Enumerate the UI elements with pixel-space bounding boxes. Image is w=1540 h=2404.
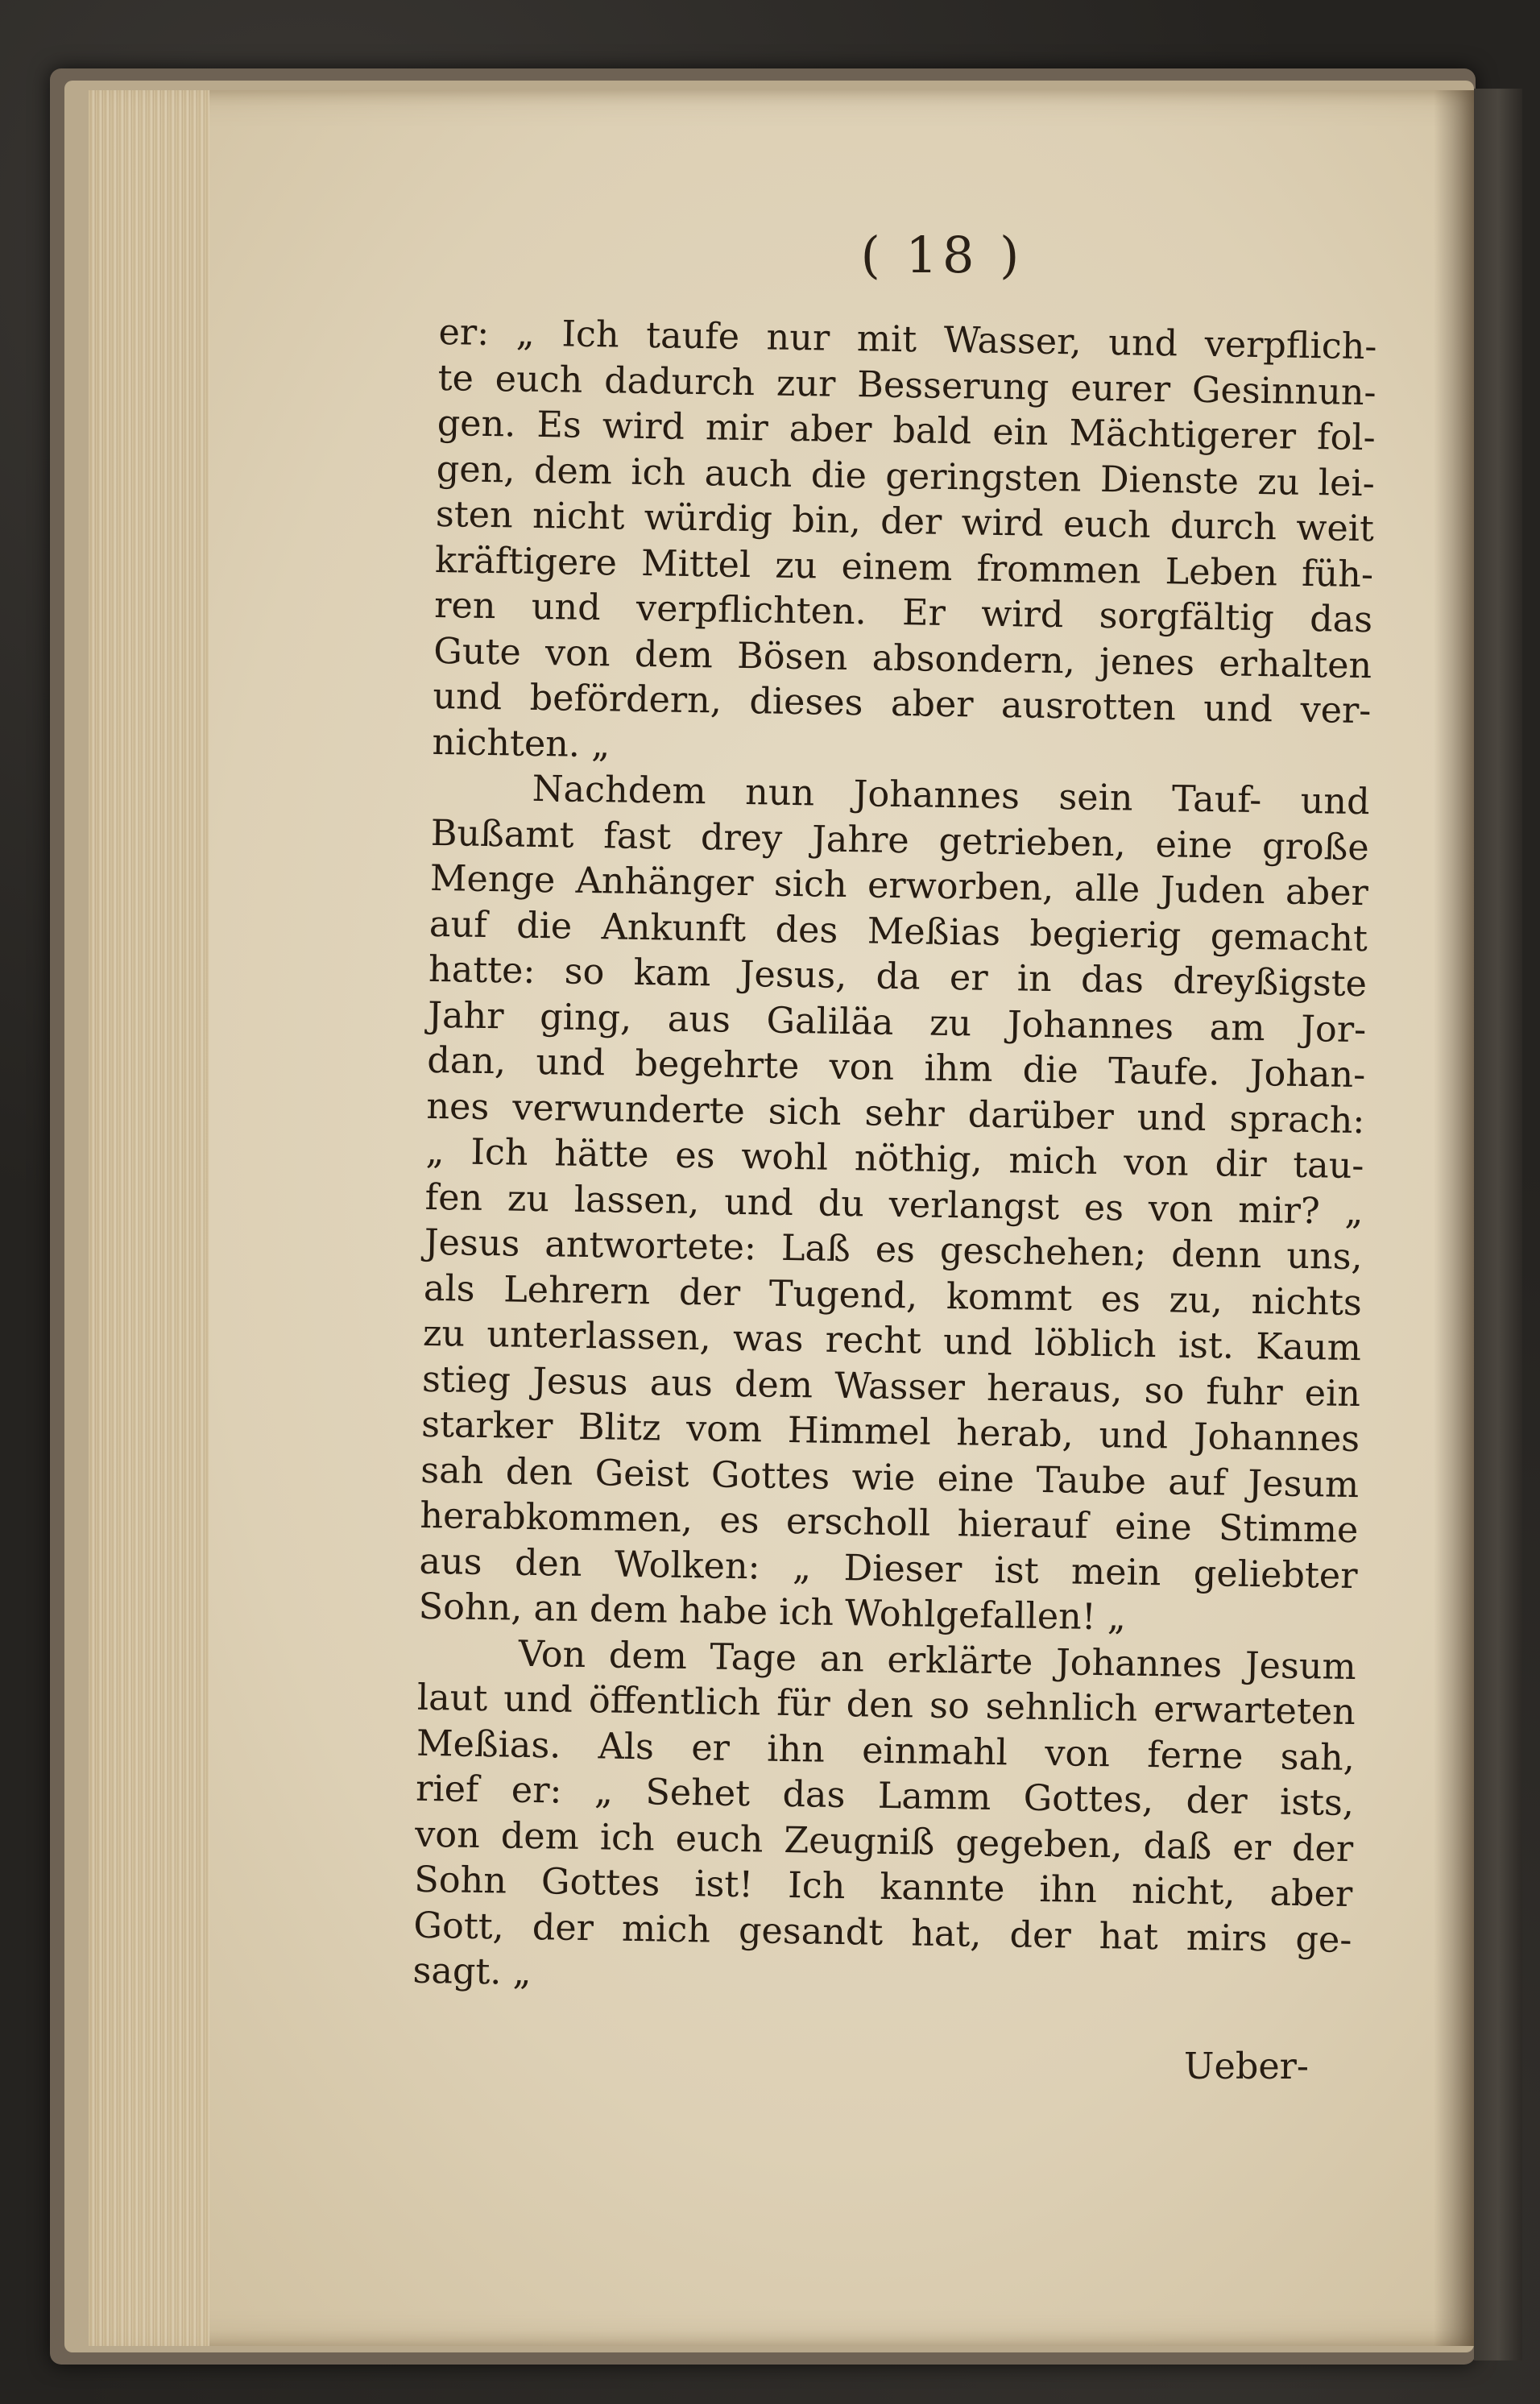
text-line: Nachdem nun Johannes sein Tauf- und xyxy=(532,768,1370,823)
text-line: nichten. „ xyxy=(432,721,611,765)
text-line: Jahr ging, aus Galiläa zu Johannes am Jor- xyxy=(427,994,1367,1051)
text-line: als Lehrern der Tugend, kommt es zu, nichts xyxy=(423,1267,1363,1324)
text-line: „ Ich hätte es wohl nöthig, mich von dir tau- xyxy=(425,1130,1364,1187)
text-line: Gott, der mich gesandt hat, der hat mirs ge- xyxy=(413,1905,1352,1961)
text-line: fen zu lassen, und du verlangst es von mir? „ xyxy=(424,1176,1364,1233)
text-line: von dem ich euch Zeugniß gegeben, daß er der xyxy=(414,1813,1354,1870)
text-line: Sohn Gottes ist! Ich kannte ihn nicht, aber xyxy=(413,1859,1353,1916)
text-line: Bußamt fast drey Jahre getrieben, eine große xyxy=(430,812,1370,868)
text-line: sah den Geist Gottes wie eine Taube auf Jesum xyxy=(420,1449,1360,1506)
text-line: hatte: so kam Jesus, da er in das dreyßigste xyxy=(428,948,1368,1005)
text-line: herabkommen, es erscholl hierauf eine Stimme xyxy=(420,1494,1359,1552)
text-line: dan, und begehrte von ihm die Taufe. Johan- xyxy=(426,1039,1366,1096)
page-number: ( 18 ) xyxy=(860,226,1025,284)
page-edges xyxy=(89,90,209,2346)
text-line: Gute von dem Bösen absondern, jenes erhalten xyxy=(433,630,1372,686)
facing-page-edge xyxy=(1474,89,1522,2360)
text-line: te euch dadurch zur Besserung eurer Gesinnun- xyxy=(437,357,1376,413)
text-line: Sohn, an dem habe ich Wohlgefallen! „ xyxy=(418,1585,1127,1639)
text-line: sagt. „ xyxy=(412,1950,532,1994)
text-line: gen, dem ich auch die geringsten Dienste zu lei- xyxy=(436,448,1376,504)
text-line: starker Blitz vom Himmel herab, und Johannes xyxy=(420,1403,1360,1461)
text-line: auf die Ankunft des Meßias begierig gemacht xyxy=(428,903,1368,960)
text-line: kräftigere Mittel zu einem frommen Leben füh- xyxy=(434,539,1374,595)
text-line: Von dem Tage an erklärte Johannes Jesum xyxy=(518,1633,1357,1688)
text-line: Jesus antwortete: Laß es geschehen; denn uns, xyxy=(424,1221,1364,1279)
text-line: er: „ Ich taufe nur mit Wasser, und verpflich- xyxy=(438,311,1377,368)
text-line: zu unterlassen, was recht und löblich ist. Kaum xyxy=(422,1312,1362,1370)
text-line: rief er: „ Sehet das Lamm Gottes, der ists, xyxy=(415,1768,1355,1825)
catchword: Ueber- xyxy=(1184,2046,1309,2087)
text-line: Menge Anhänger sich erworben, alle Juden aber xyxy=(429,857,1369,914)
text-line: sten nicht würdig bin, der wird euch durch weit xyxy=(435,493,1375,550)
text-line: laut und öffentlich für den so sehnlich erwarteten xyxy=(416,1677,1356,1734)
text-line: Meßias. Als er ihn einmahl von ferne sah, xyxy=(416,1722,1356,1779)
text-line: und befördern, dieses aber ausrotten und ver- xyxy=(433,675,1372,732)
text-line: aus den Wolken: „ Dieser ist mein geliebter xyxy=(419,1540,1358,1597)
body-text xyxy=(412,310,1377,2009)
text-line: gen. Es wird mir aber bald ein Mächtigerer fol- xyxy=(437,402,1376,459)
text-line: nes verwunderte sich sehr darüber und sprach: xyxy=(426,1085,1365,1142)
text-line: ren und verpflichten. Er wird sorgfältig das xyxy=(433,584,1373,641)
gutter-shadow xyxy=(1434,90,1474,2346)
text-line: stieg Jesus aus dem Wasser heraus, so fuhr ein xyxy=(421,1358,1361,1415)
